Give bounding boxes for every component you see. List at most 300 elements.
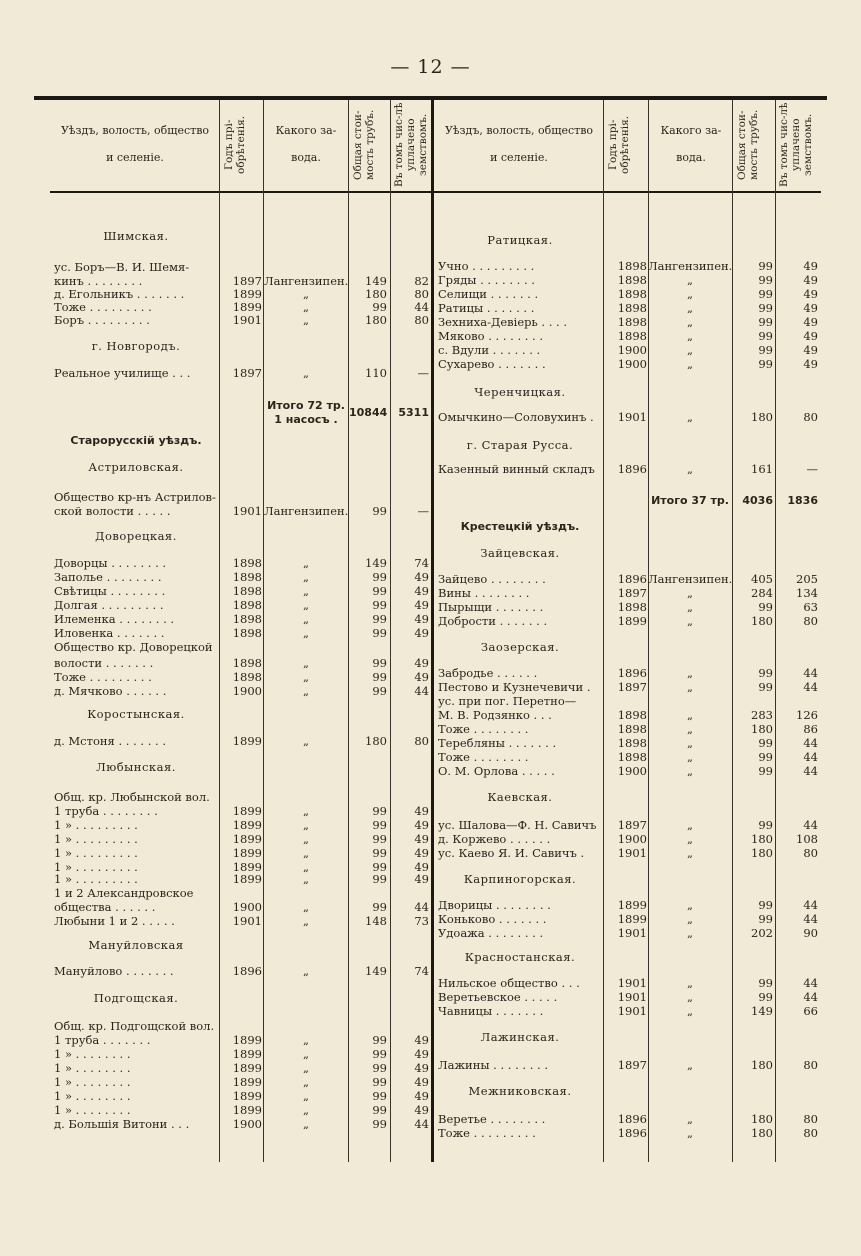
row-paid: 49 (414, 860, 429, 874)
row-cost: 180 (751, 1112, 773, 1126)
row-plant: „ (687, 1004, 693, 1018)
row-plant: „ (303, 570, 309, 584)
row-plant: „ (687, 722, 693, 736)
row-plant: „ (687, 462, 693, 476)
row-paid: 44 (414, 684, 429, 698)
section-heading-text: г. Новгородъ. (91, 339, 181, 353)
row-paid: 49 (414, 832, 429, 846)
header-year: Годъ прі-обрѣтенія. (223, 115, 247, 175)
row-paid: 49 (414, 598, 429, 612)
row-year: 1899 (232, 860, 262, 874)
total-paid: 5311 (398, 406, 429, 419)
row-year: 1899 (232, 1047, 262, 1061)
row-name: Веретьевское . . . . . (438, 990, 558, 1004)
header-district-line2: и селеніе. (490, 151, 548, 164)
row-name: Нильское общество . . . (438, 976, 580, 990)
row-name: Долгая . . . . . . . . . (54, 598, 164, 612)
table-row (0, 273, 861, 287)
row-plant: „ (687, 357, 693, 371)
row-paid: 80 (803, 410, 818, 424)
row-plant: „ (687, 990, 693, 1004)
table-row (0, 898, 861, 912)
row-cost: 99 (372, 804, 387, 818)
row-cost: 99 (372, 900, 387, 914)
table-row (0, 259, 861, 273)
row-plant: „ (687, 750, 693, 764)
row-plant: „ (303, 1117, 309, 1131)
table-row (0, 301, 861, 315)
table-row (0, 572, 861, 586)
table-row (0, 287, 861, 301)
row-name: Тоже . . . . . . . . (438, 722, 529, 736)
row-name: ус. Шалова—Ф. Н. Савичъ (438, 818, 597, 832)
section-heading-text: Черенчицкая. (474, 385, 566, 399)
row-name: Удоажа . . . . . . . . (438, 926, 544, 940)
header-district-right (436, 122, 602, 166)
total-label-line2: 1 насосъ . (274, 413, 338, 426)
row-name: 1 » . . . . . . . . . (54, 832, 138, 846)
row-name: Общество кр-нъ Астрилов- (54, 490, 216, 504)
row-plant: „ (303, 598, 309, 612)
row-name: Забродье . . . . . . (438, 666, 538, 680)
row-cost: 99 (758, 912, 773, 926)
row-cost: 99 (372, 504, 387, 518)
row-paid: 44 (803, 736, 818, 750)
row-year: 1899 (232, 1033, 262, 1047)
row-year: 1896 (617, 1126, 647, 1140)
row-name: Тоже . . . . . . . . (438, 750, 529, 764)
row-year: 1900 (617, 832, 647, 846)
row-name: Омычкино—Соловухинъ . (438, 410, 594, 424)
row-paid: — (806, 462, 818, 476)
row-paid: 49 (414, 872, 429, 886)
row-paid: 44 (803, 680, 818, 694)
row-cost: 99 (372, 818, 387, 832)
row-cost: 99 (372, 684, 387, 698)
row-paid: 66 (803, 1004, 818, 1018)
section-heading-text: Подгощская. (93, 991, 179, 1005)
row-plant: „ (303, 872, 309, 886)
row-cost: 99 (372, 570, 387, 584)
row-year: 1899 (232, 1061, 262, 1075)
row-plant: „ (687, 708, 693, 722)
row-year: 1898 (617, 315, 647, 329)
row-plant: „ (303, 846, 309, 860)
row-name: Тоже . . . . . . . . . (54, 300, 152, 314)
row-name: 1 » . . . . . . . . . (54, 818, 138, 832)
row-cost: 99 (758, 357, 773, 371)
page-number: — 12 — (390, 56, 471, 78)
row-cost: 99 (758, 736, 773, 750)
row-plant: „ (687, 1058, 693, 1072)
row-plant: Лангензипен. (264, 504, 349, 518)
section-heading-text: Шимская. (103, 229, 169, 243)
row-paid: 108 (796, 832, 818, 846)
row-plant: „ (303, 300, 309, 314)
table-row (0, 736, 861, 750)
row-name: Иловенка . . . . . . . (54, 626, 165, 640)
row-plant: „ (687, 273, 693, 287)
section-heading-text: Мануйловская (88, 938, 184, 952)
row-cost: 161 (751, 462, 773, 476)
row-paid: 49 (803, 329, 818, 343)
row-year: 1900 (232, 684, 262, 698)
row-paid: 49 (803, 357, 818, 371)
row-plant: „ (687, 1112, 693, 1126)
header-district (52, 122, 218, 166)
total-paid: 1836 (787, 494, 818, 507)
district-heading-text: Старорусскій уѣздъ. (70, 434, 202, 447)
section-heading-text: Любынская. (96, 760, 176, 774)
row-name: Гряды . . . . . . . . (438, 273, 535, 287)
row-name: 1 труба . . . . . . . . (54, 804, 158, 818)
row-cost: 99 (372, 1117, 387, 1131)
row-plant: „ (303, 366, 309, 380)
row-paid: 44 (803, 976, 818, 990)
row-year: 1896 (232, 964, 262, 978)
row-plant: „ (303, 1033, 309, 1047)
row-cost: 202 (751, 926, 773, 940)
row-name: Теребляны . . . . . . . (438, 736, 557, 750)
row-paid: 49 (414, 670, 429, 684)
section-heading (0, 1030, 861, 1044)
section-heading (0, 546, 861, 560)
row-plant: „ (303, 1061, 309, 1075)
section-heading (0, 385, 861, 399)
header-district-line2: и селеніе. (106, 151, 164, 164)
row-paid: 134 (796, 586, 818, 600)
table-row (0, 764, 861, 778)
row-paid: 80 (803, 1126, 818, 1140)
row-cost: 99 (758, 976, 773, 990)
row-year: 1899 (232, 1075, 262, 1089)
row-plant: Лангензипен. (648, 572, 733, 586)
row-paid: 49 (803, 301, 818, 315)
row-year: 1897 (617, 586, 647, 600)
row-name: Мяково . . . . . . . . (438, 329, 544, 343)
row-cost: 99 (758, 898, 773, 912)
row-year: 1898 (617, 259, 647, 273)
row-paid: 74 (414, 964, 429, 978)
row-year: 1899 (232, 734, 262, 748)
row-year: 1898 (617, 287, 647, 301)
table-row (0, 600, 861, 614)
row-year: 1897 (232, 274, 262, 288)
row-cost: 99 (372, 1033, 387, 1047)
row-cost: 180 (751, 614, 773, 628)
row-plant: „ (303, 818, 309, 832)
row-plant: „ (303, 734, 309, 748)
row-paid: 49 (803, 315, 818, 329)
header-plant-line1: Какого за- (660, 124, 722, 137)
row-year: 1898 (232, 598, 262, 612)
header-cost: Общая стои-мость трубъ. (352, 109, 376, 181)
row-paid: — (417, 504, 429, 518)
section-heading-text: Каевская. (487, 790, 553, 804)
row-name: Ратицы . . . . . . . (438, 301, 535, 315)
table-row (0, 1058, 861, 1072)
row-paid: 44 (803, 764, 818, 778)
section-heading-text: Доворецкая. (95, 529, 177, 543)
row-cost: 149 (751, 1004, 773, 1018)
header-plant-line2: вода. (676, 151, 706, 164)
section-heading-text: Карпиногорская. (463, 872, 577, 886)
row-paid: 49 (803, 343, 818, 357)
row-year: 1898 (232, 584, 262, 598)
row-cost: 110 (365, 366, 387, 380)
row-year: 1899 (232, 1089, 262, 1103)
row-name: д. Большія Витони . . . (54, 1117, 190, 1131)
row-name: Веретье . . . . . . . . (438, 1112, 546, 1126)
section-heading-text: Лажинская. (480, 1030, 560, 1044)
row-year: 1901 (617, 976, 647, 990)
table-row (0, 1126, 861, 1140)
row-paid: 49 (414, 1075, 429, 1089)
row-year: 1899 (232, 1103, 262, 1117)
row-name: ской волости . . . . . (54, 504, 171, 518)
total-cost: 4036 (742, 494, 773, 507)
row-paid: 49 (414, 1061, 429, 1075)
row-name: Лажины . . . . . . . . (438, 1058, 549, 1072)
row-paid: 86 (803, 722, 818, 736)
row-paid: 49 (803, 273, 818, 287)
row-year: 1898 (617, 750, 647, 764)
row-name: Пестово и Кузнечевичи . (438, 680, 591, 694)
section-heading (0, 1084, 861, 1098)
row-cost: 180 (751, 1058, 773, 1072)
section-heading (0, 438, 861, 452)
header-plant-right (650, 122, 732, 166)
row-paid: 80 (803, 846, 818, 860)
row-cost: 99 (758, 818, 773, 832)
row-name: 1 » . . . . . . . . (54, 1075, 131, 1089)
row-paid: 205 (796, 572, 818, 586)
row-plant: „ (303, 556, 309, 570)
row-paid: 49 (803, 259, 818, 273)
row-name: ус. при пог. Перетно— (438, 694, 577, 708)
row-year: 1898 (232, 612, 262, 626)
row-cost: 180 (751, 722, 773, 736)
row-name: Учно . . . . . . . . . (438, 259, 535, 273)
section-heading (0, 950, 861, 964)
row-paid: 44 (414, 1117, 429, 1131)
row-paid: 49 (414, 804, 429, 818)
row-year: 1898 (617, 301, 647, 315)
row-plant: „ (303, 313, 309, 327)
row-cost: 283 (751, 708, 773, 722)
row-paid: 49 (414, 1103, 429, 1117)
row-plant: Лангензипен. (264, 274, 349, 288)
row-paid: 49 (414, 584, 429, 598)
row-year: 1896 (617, 1112, 647, 1126)
row-name: О. М. Орлова . . . . . (438, 764, 555, 778)
row-plant: Лангензипен. (648, 259, 733, 273)
row-paid: 80 (803, 1112, 818, 1126)
row-plant: „ (303, 804, 309, 818)
row-paid: 74 (414, 556, 429, 570)
row-cost: 99 (372, 1061, 387, 1075)
row-plant: „ (687, 586, 693, 600)
row-year: 1898 (232, 656, 262, 670)
row-plant: „ (303, 1103, 309, 1117)
row-cost: 149 (365, 964, 387, 978)
row-paid: 44 (803, 666, 818, 680)
row-paid: 49 (414, 612, 429, 626)
header-plant-line2: вода. (291, 151, 321, 164)
section-heading (0, 233, 861, 247)
row-year: 1899 (617, 912, 647, 926)
row-plant: „ (687, 315, 693, 329)
row-plant: „ (687, 818, 693, 832)
row-year: 1898 (617, 329, 647, 343)
row-paid: 44 (803, 750, 818, 764)
table-row (0, 586, 861, 600)
row-plant: „ (303, 832, 309, 846)
table-row (0, 680, 861, 694)
row-year: 1897 (232, 366, 262, 380)
row-cost: 180 (751, 1126, 773, 1140)
row-name: Зайцево . . . . . . . . (438, 572, 546, 586)
table-row (0, 804, 861, 818)
row-year: 1898 (232, 556, 262, 570)
row-plant: „ (687, 1126, 693, 1140)
row-year: 1896 (617, 666, 647, 680)
section-heading (0, 872, 861, 886)
row-cost: 99 (372, 598, 387, 612)
table-row (0, 912, 861, 926)
row-cost: 99 (372, 1089, 387, 1103)
row-name: Тоже . . . . . . . . . (438, 1126, 536, 1140)
row-year: 1899 (232, 818, 262, 832)
row-name: Свѣтицы . . . . . . . . (54, 584, 166, 598)
row-paid: 80 (803, 614, 818, 628)
row-name: Общ. кр. Подгощской вол. (54, 1019, 215, 1033)
row-paid: 44 (803, 898, 818, 912)
section-heading-text: Астриловская. (88, 460, 184, 474)
row-year: 1901 (617, 410, 647, 424)
row-paid: 82 (414, 274, 429, 288)
row-name: 1 » . . . . . . . . (54, 1047, 131, 1061)
row-plant: „ (687, 898, 693, 912)
row-year: 1899 (232, 287, 262, 301)
row-cost: 99 (758, 680, 773, 694)
row-cost: 99 (372, 872, 387, 886)
table-row (0, 1112, 861, 1126)
row-name: Общ. кр. Любынской вол. (54, 790, 210, 804)
district-heading-text: Крестецкій уѣздъ. (460, 520, 580, 533)
row-cost: 99 (372, 656, 387, 670)
row-year: 1900 (617, 357, 647, 371)
district-heading (0, 520, 861, 534)
row-cost: 99 (372, 1103, 387, 1117)
row-plant: „ (303, 1075, 309, 1089)
row-plant: „ (303, 900, 309, 914)
row-plant: „ (687, 666, 693, 680)
total-label-line1: Итого 72 тр. (267, 399, 345, 412)
row-year: 1899 (232, 872, 262, 886)
row-name: Заполье . . . . . . . . (54, 570, 162, 584)
row-year: 1897 (617, 818, 647, 832)
row-name: Тоже . . . . . . . . . (54, 670, 152, 684)
row-plant: „ (303, 656, 309, 670)
row-plant: „ (687, 343, 693, 357)
table-row (0, 1004, 861, 1018)
row-name: Боръ . . . . . . . . . (54, 313, 150, 327)
row-name: ус. Боръ—В. И. Шемя- (54, 260, 190, 274)
header-year-right: Годъ прі-обрѣтенія. (607, 115, 631, 175)
row-cost: 99 (372, 584, 387, 598)
row-name: Любыни 1 и 2 . . . . . (54, 914, 175, 928)
row-name: 1 » . . . . . . . . . (54, 860, 138, 874)
row-name: 1 » . . . . . . . . . (54, 872, 138, 886)
row-cost: 99 (758, 666, 773, 680)
row-name: Селищи . . . . . . . (438, 287, 539, 301)
header-plant (265, 122, 347, 166)
header-paid-right: Въ томъ чис-лѣ уплачено земствомъ. (778, 102, 814, 188)
total-cost: 10844 (349, 406, 388, 419)
row-name: общества . . . . . . (54, 900, 156, 914)
row-paid: 63 (803, 600, 818, 614)
row-year: 1901 (232, 313, 262, 327)
row-name: Сухарево . . . . . . . (438, 357, 546, 371)
table-row (0, 315, 861, 329)
row-name: Чавницы . . . . . . . (438, 1004, 544, 1018)
row-plant: „ (303, 1047, 309, 1061)
header-paid: Въ томъ чис-лѣ уплачено земствомъ. (393, 102, 429, 188)
row-paid: 44 (803, 912, 818, 926)
total-row (0, 494, 861, 508)
table-row (0, 846, 861, 860)
row-name: М. В. Родзянко . . . (438, 708, 552, 722)
table-row (0, 666, 861, 680)
row-year: 1901 (232, 504, 262, 518)
header-plant-line1: Какого за- (275, 124, 337, 137)
row-year: 1901 (232, 914, 262, 928)
row-paid: 49 (414, 818, 429, 832)
section-heading-text: Ратицкая. (487, 233, 553, 247)
total-label (648, 494, 732, 508)
row-plant: „ (687, 600, 693, 614)
row-plant: „ (303, 612, 309, 626)
row-year: 1898 (617, 722, 647, 736)
row-year: 1899 (232, 804, 262, 818)
row-name: Зехниха-Девіерь . . . . (438, 315, 567, 329)
row-name: с. Вдули . . . . . . . (438, 343, 541, 357)
row-cost: 99 (758, 750, 773, 764)
row-name: д. Мстоня . . . . . . . (54, 734, 166, 748)
row-name: Вины . . . . . . . . (438, 586, 530, 600)
row-name: Доворцы . . . . . . . . (54, 556, 167, 570)
header-rule (50, 191, 821, 193)
row-paid: 49 (414, 1047, 429, 1061)
row-name: Илеменка . . . . . . . . (54, 612, 175, 626)
section-heading-text: Зайцевская. (480, 546, 560, 560)
row-plant: „ (303, 684, 309, 698)
section-heading (0, 790, 861, 804)
row-year: 1901 (617, 1004, 647, 1018)
section-heading (0, 640, 861, 654)
table-row (0, 818, 861, 832)
row-paid: 126 (796, 708, 818, 722)
row-paid: 49 (803, 287, 818, 301)
row-cost: 180 (751, 410, 773, 424)
row-cost: 99 (372, 300, 387, 314)
row-cost: 99 (372, 612, 387, 626)
table-row (0, 410, 861, 424)
row-paid: 49 (414, 656, 429, 670)
table-row (0, 832, 861, 846)
row-name: 1 » . . . . . . . . (54, 1089, 131, 1103)
